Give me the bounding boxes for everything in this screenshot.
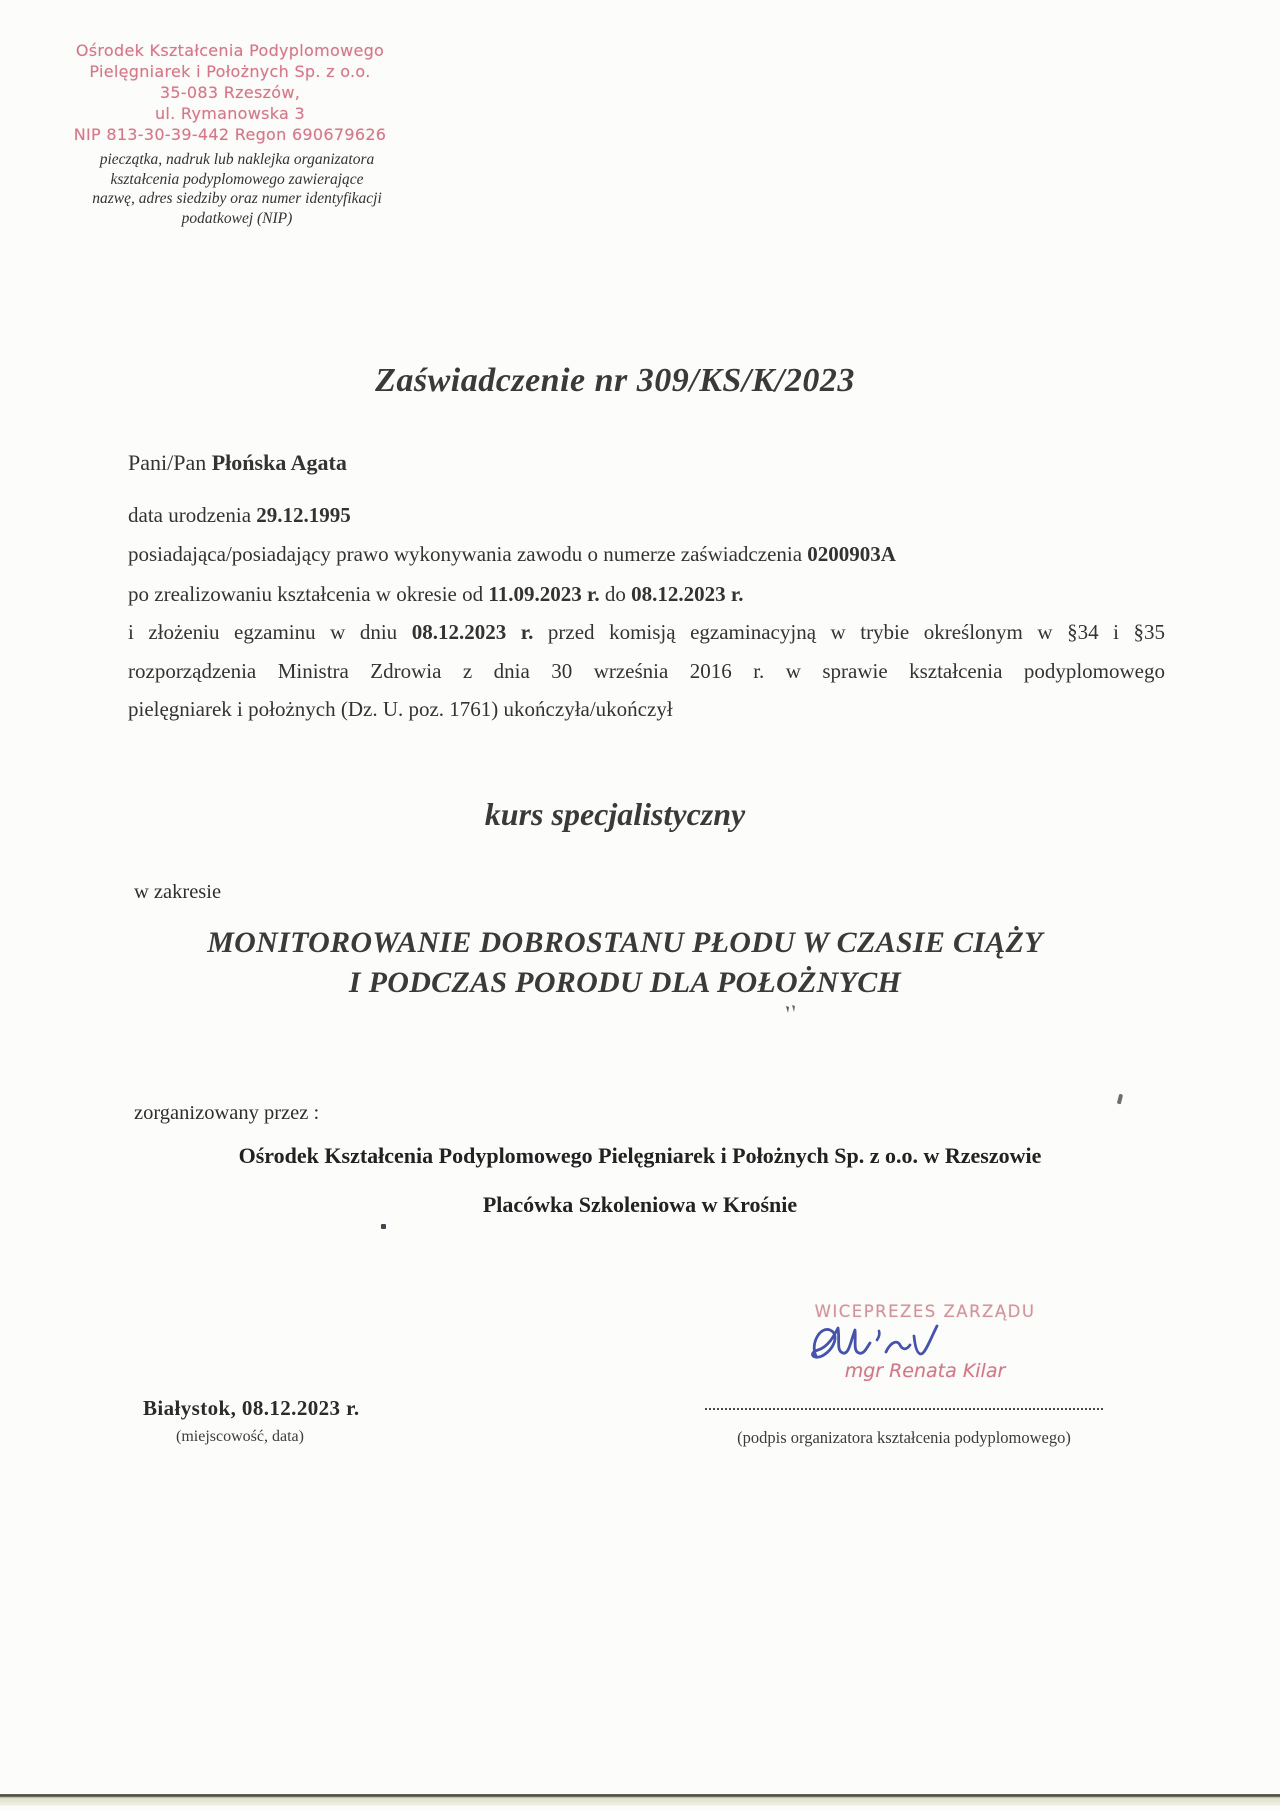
birth-date: 29.12.1995 [256, 503, 351, 527]
stamp-caption-line-4: podatkowej (NIP) [181, 209, 293, 227]
birth-label: data urodzenia [128, 503, 257, 527]
period-text-2: do [599, 582, 632, 606]
certificate-title: Zaświadczenie nr 309/KS/K/2023 [375, 362, 855, 399]
place-and-date: Białystok, 08.12.2023 r. [143, 1396, 360, 1420]
signer-role-stamp: WICEPREZES ZARZĄDU [814, 1302, 1036, 1321]
birth-line [128, 503, 351, 528]
scan-artifact-comma [1117, 1094, 1123, 1105]
scan-edge-artifact [0, 1794, 1280, 1806]
period-end-date: 08.12.2023 r. [631, 582, 744, 606]
course-type: kurs specjalistyczny [484, 796, 746, 832]
exam-text-2: przed komisją egzaminacyjną w trybie określonym w §34 i §35 [533, 620, 1165, 644]
organizer-stamp-line-2: Pielęgniarek i Położnych Sp. z o.o. [89, 62, 371, 81]
stamp-caption-line-1: pieczątka, nadruk lub naklejka organizatora [99, 151, 375, 168]
organizer-stamp-line-3: 35-083 Rzeszów, [159, 83, 301, 102]
period-start-date: 11.09.2023 r. [488, 582, 600, 606]
place-date-caption: (miejscowość, data) [176, 1428, 304, 1445]
organizer-branch: Placówka Szkoleniowa w Krośnie [482, 1192, 798, 1217]
holder-label: Pani/Pan [128, 450, 212, 475]
period-text-1: po zrealizowaniu kształcenia w okresie od [128, 582, 489, 606]
stamp-caption [64, 150, 410, 228]
training-period-line [128, 582, 744, 607]
scan-artifact-ticks [783, 1004, 799, 1018]
organizer-stamp-line-1: Ośrodek Kształcenia Podyplomowego [75, 41, 385, 60]
organizer-name: Ośrodek Kształcenia Podyplomowego Pielęgniarek i Położnych Sp. z o.o. w Rzeszowie [238, 1143, 1042, 1168]
completion-line: pielęgniarek i położnych (Dz. U. poz. 1761) ukończyła/ukończył [128, 697, 673, 721]
signature-dotted-line [705, 1394, 1103, 1410]
organizer-stamp-line-5: NIP 813-30-39-442 Regon 690679626 [73, 125, 387, 144]
organizer-stamp-line-4: ul. Rymanowska 3 [154, 104, 306, 123]
license-text: posiadająca/posiadający prawo wykonywania zawodu o numerze zaświadczenia [128, 542, 808, 566]
license-number: 0200903A [807, 542, 896, 566]
course-name-line-2: I PODCZAS PORODU DLA POŁOŻNYCH [348, 966, 902, 999]
organizer-stamp [60, 40, 400, 145]
course-name-line-1: MONITOROWANIE DOBROSTANU PŁODU W CZASIE CIĄŻY [207, 926, 1043, 959]
organized-by-label: zorganizowany przez : [134, 1102, 320, 1124]
exam-text-1: i złożeniu egzaminu w dniu [128, 620, 412, 644]
holder-name: Płońska Agata [211, 450, 347, 475]
scope-label: w zakresie [134, 881, 222, 903]
stamp-caption-line-3: nazwę, adres siedziby oraz numer identyfikacji [92, 190, 382, 207]
regulation-line: rozporządzenia Ministra Zdrowia z dnia 30 września 2016 r. w sprawie kształcenia podyplomowego [128, 659, 1165, 683]
stamp-caption-line-2: kształcenia podyplomowego zawierające [110, 170, 364, 188]
holder-line [128, 450, 347, 476]
exam-date: 08.12.2023 r. [411, 620, 534, 644]
signer-name-stamp: mgr Renata Kilar [844, 1360, 1006, 1382]
scan-artifact-dot [381, 1224, 386, 1229]
signature-caption: (podpis organizatora kształcenia podyplomowego) [737, 1428, 1071, 1447]
license-line [128, 542, 896, 567]
exam-line [128, 620, 1165, 645]
